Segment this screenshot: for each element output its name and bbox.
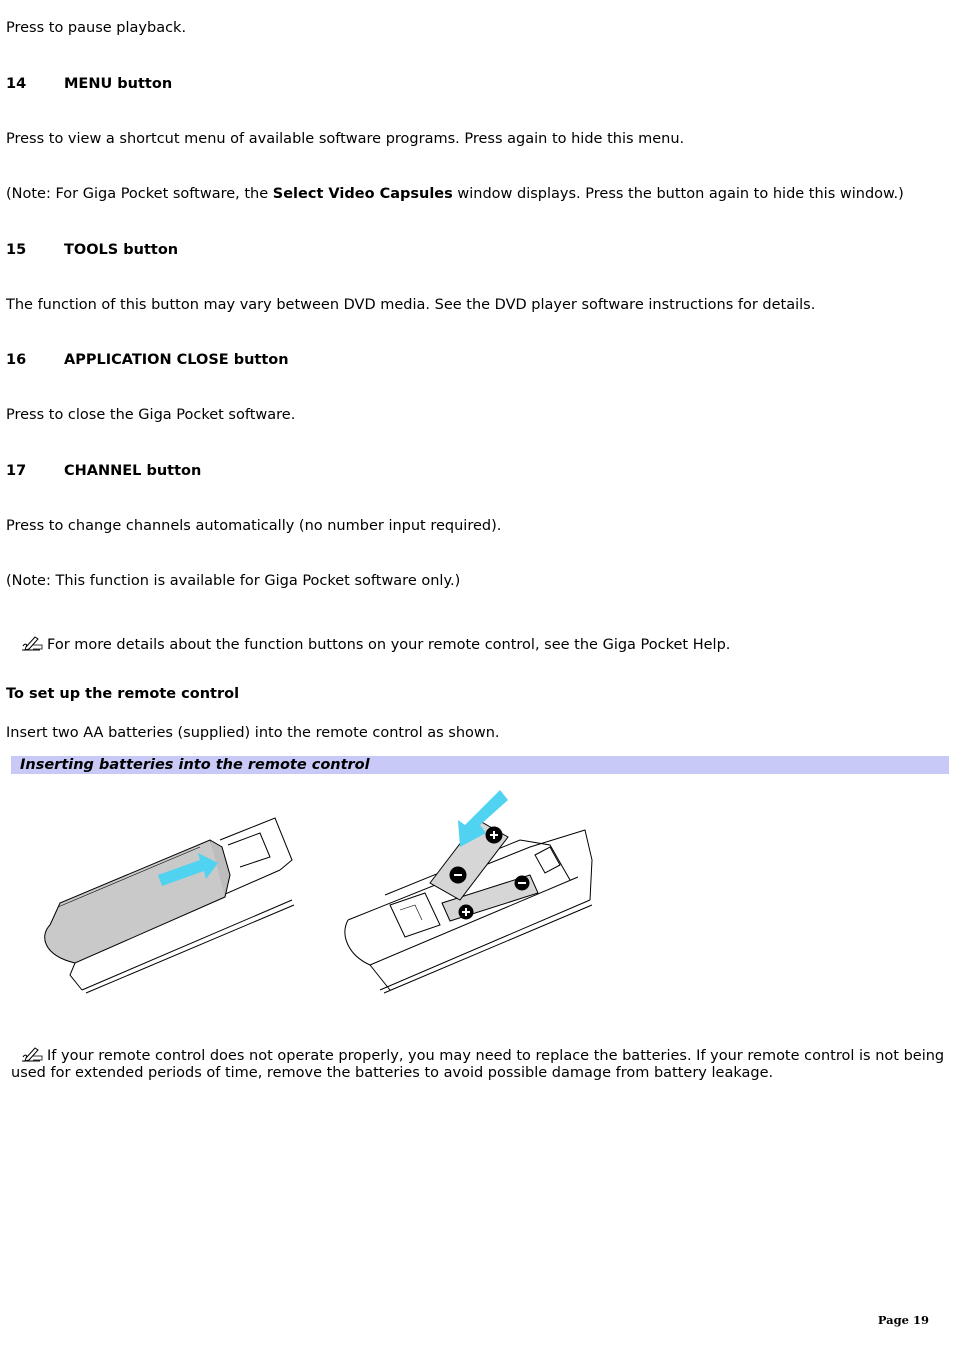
channel-note: (Note: This function is available for Giga Pocket software only.) — [6, 573, 461, 589]
menu-note: (Note: For Giga Pocket software, the Select Video Capsules window displays. Press the button again to hide this window.) — [6, 186, 904, 202]
item-heading-16: 16 APPLICATION CLOSE button — [6, 352, 289, 368]
note-pencil-icon — [20, 1045, 44, 1063]
channel-description: Press to change channels automatically (no number input required). — [6, 518, 502, 534]
note-pencil-icon — [20, 634, 44, 652]
item-heading-15: 15 TOOLS button — [6, 242, 179, 258]
close-description: Press to close the Giga Pocket software. — [6, 407, 296, 423]
page-number: Page 19 — [877, 1313, 929, 1327]
item-heading-17: 17 CHANNEL button — [6, 463, 202, 479]
tools-description: The function of this button may vary between DVD media. See the DVD player software instructions for details. — [6, 297, 816, 313]
battery-note: If your remote control does not operate properly, you may need to replace the batteries. If your remote control is not being used for extended periods of time, remove the batteries to avoid possible damage from battery leakage. — [11, 1045, 946, 1082]
remote-lid-open-drawing — [45, 818, 294, 993]
figure-caption: Inserting batteries into the remote control — [11, 756, 949, 774]
item-heading-14: 14 MENU button — [6, 76, 173, 92]
intro-text: Press to pause playback. — [6, 20, 187, 36]
help-note: For more details about the function buttons on your remote control, see the Giga Pocket Help. — [20, 634, 730, 654]
menu-description: Press to view a shortcut menu of available software programs. Press again to hide this menu. — [6, 131, 685, 147]
setup-heading: To set up the remote control — [6, 686, 240, 702]
setup-description: Insert two AA batteries (supplied) into the remote control as shown. — [6, 725, 500, 741]
battery-illustration — [30, 785, 610, 1004]
